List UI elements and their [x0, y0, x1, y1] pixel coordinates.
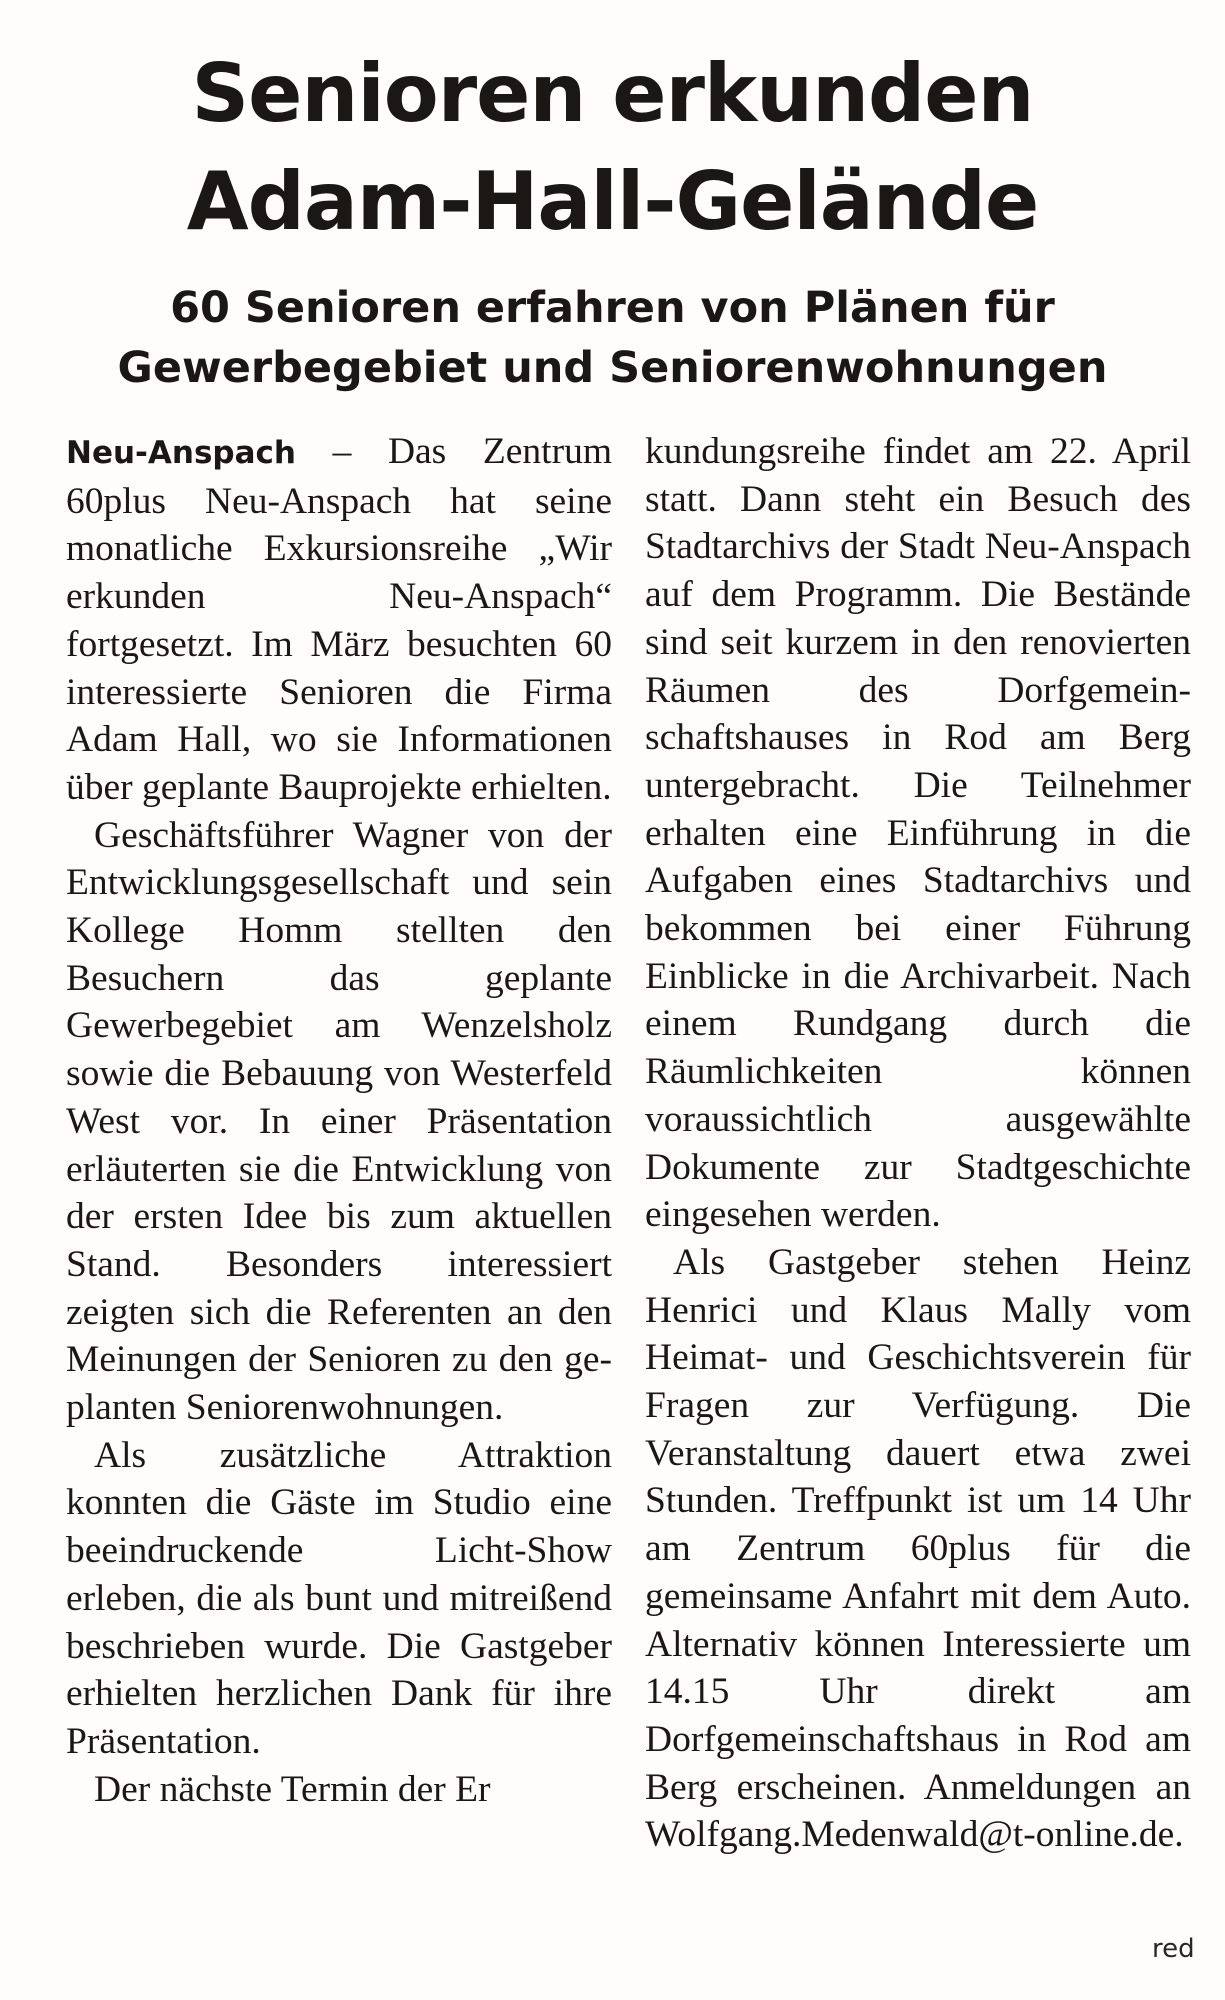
subhead-line-1: 60 Senioren erfahren von Plänen für: [170, 283, 1055, 333]
paragraph-1-text: – Das Zentrum 60plus Neu-Anspach hat seine monatliche Exkursionsreihe „Wir erkunden Neu-Anspach“ fortgesetzt. Im März besuchten 60 interessierte Senioren die Firma Adam Hall, wo sie Informationen über geplante Bauprojekte erhielten.: [66, 431, 612, 808]
paragraph-5: Als Gastgeber stehen Heinz Henrici und Klaus Mally vom Heimat- und Geschichtsverein für Fragen zur Verfügung. Die Veranstaltung dauert etwa zwei Stunden. Treffpunkt ist um 14 Uhr am Zentrum 60plus für die gemeinsame Anfahrt mit dem Auto. Alternativ können Interessierte um 14.15 Uhr direkt am Dorfgemeinschaftshaus in Rod am Berg erscheinen. Anmeldungen an Wolfgang.Medenwald@t-online.de.: [645, 1241, 1191, 1856]
paragraph-3: Als zusätzliche Attraktion konnten die Gäste im Studio eine beeindruckende Licht-Show erleben, die als bunt und mitreißend beschrieben wurde. Die Gastgeber erhielten herzlichen Dank für ihre Präsentation.: [66, 1434, 612, 1762]
author-signoff: red: [1152, 1934, 1195, 1964]
paragraph-4-start: Der nächste Termin der Er: [94, 1768, 491, 1810]
paragraph-1: [66, 428, 612, 812]
paragraph-4-continued: kundungsreihe findet am 22. April statt. Dann steht ein Besuch des Stadtarchivs der Stadt Neu-Anspach auf dem Programm. Die Bestände sind seit kurzem in den renovierten Räumen des Dorfgemeinschaftshauses in Rod am Berg untergebracht. Die Teilnehmer erhalten eine Einführung in die Aufgaben eines Stadtarchivs und bekommen bei einer Führung Einblicke in die Archivarbeit. Nach einem Rundgang durch die Räumlichkeiten können voraussichtlich ausgewählte Dokumente zur Stadtgeschichte eingesehen werden.: [645, 431, 1191, 1236]
dateline: Neu-Anspach: [66, 435, 296, 471]
article-column-right: [645, 428, 1191, 1859]
headline-line-2: Adam-Hall-Gelände: [186, 155, 1039, 248]
paragraph-2: Geschäftsführer Wagner von der Entwicklungsgesellschaft und sein Kollege Homm stellten den Besuchern das geplante Gewerbegebiet am Wenzelsholz sowie die Bebauung von Westerfeld West vor. In einer Präsentation erläuterten sie die Entwicklung von der ersten Idee bis zum aktuellen Stand. Besonders interessiert zeigten sich die Referenten an den Meinungen der Senioren zu den geplanten Seniorenwohnungen.: [66, 814, 612, 1429]
article-headline: [0, 40, 1225, 256]
article-column-left: [66, 428, 612, 1813]
headline-line-1: Senioren erkunden: [191, 47, 1034, 140]
subhead-line-2: Gewerbegebiet und Seniorenwohnungen: [117, 343, 1108, 393]
article-subheadline: [0, 278, 1225, 398]
